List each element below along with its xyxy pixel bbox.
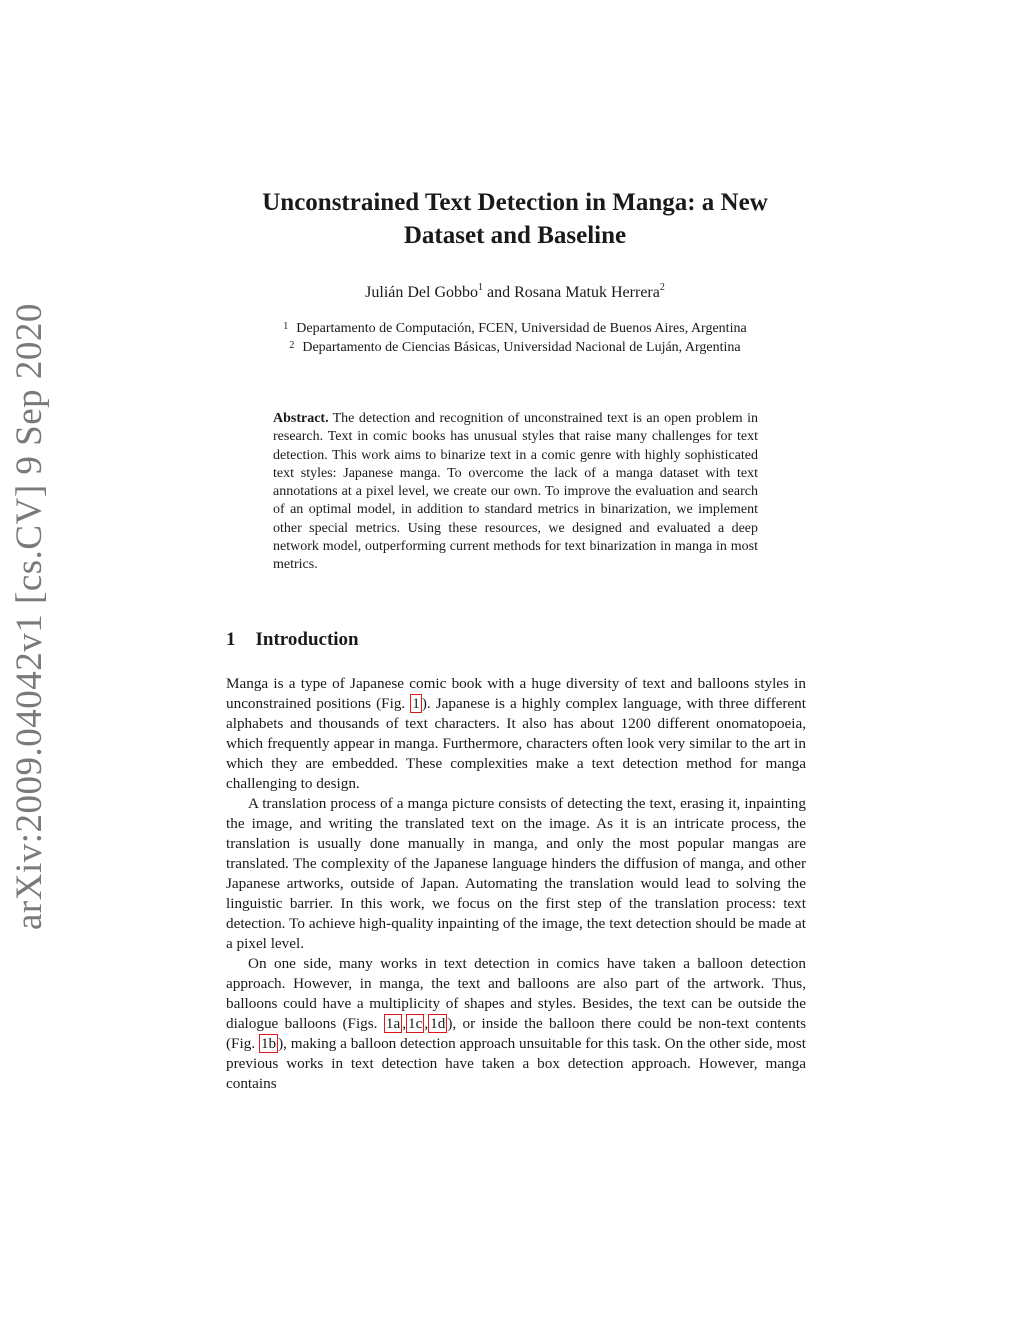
affiliation-2-number: 2 bbox=[289, 340, 295, 351]
paper-title bbox=[200, 186, 830, 252]
title-line-1: Unconstrained Text Detection in Manga: a New bbox=[262, 189, 768, 216]
arxiv-identifier-stamp: arXiv:2009.04042v1 [cs.CV] 9 Sep 2020 bbox=[9, 303, 50, 930]
figure-ref-1a[interactable]: 1a bbox=[385, 1015, 401, 1032]
paragraph-2: A translation process of a manga picture consists of detecting the text, erasing it, inpainting the image, and writing the translated text on the image. As it is an intricate process, the translation is usually done manually in manga, and only the most popular mangas are translated. The complexity of the Japanese language hinders the diffusion of manga, and other Japanese artworks, outside of Japan. Automating the translation would lead to solving the linguistic barrier. In this work, we focus on the first step of the translation process: text detection. To achieve high-quality inpainting of the image, the text detection should be made at a pixel level. bbox=[226, 795, 806, 952]
author-2: Rosana Matuk Herrera bbox=[514, 284, 660, 301]
affiliation-2-text: Departamento de Ciencias Básicas, Universidad Nacional de Luján, Argentina bbox=[302, 340, 741, 355]
figure-ref-1c[interactable]: 1c bbox=[407, 1015, 423, 1032]
author-1: Julián Del Gobbo bbox=[365, 284, 479, 301]
affiliations bbox=[200, 319, 830, 357]
paragraph-3 bbox=[226, 954, 806, 1094]
affiliation-1 bbox=[200, 319, 830, 338]
abstract-label: Abstract. bbox=[273, 411, 329, 426]
affiliation-1-number: 1 bbox=[283, 321, 289, 332]
author-2-affiliation-mark: 2 bbox=[659, 282, 665, 293]
paragraph-3-text-b: ), or inside the balloon there could be non-text contents (Fig. bbox=[226, 1015, 806, 1052]
paragraph-1-text-b: ). Japanese is a highly complex language, with three different alphabets and thousands of text characters. It also has about 1200 different onomatopoeia, which frequently appear in manga. Furthermore, characters often look very similar to the art in which they are embedded. These complexities make a text detection method for manga challenging to design. bbox=[226, 695, 806, 792]
figure-ref-1b[interactable]: 1b bbox=[260, 1035, 277, 1052]
introduction-body bbox=[226, 674, 806, 1094]
section-heading-introduction bbox=[226, 629, 359, 651]
section-title: Introduction bbox=[255, 629, 359, 650]
title-line-2: Dataset and Baseline bbox=[403, 222, 627, 249]
affiliation-1-text: Departamento de Computación, FCEN, Universidad de Buenos Aires, Argentina bbox=[296, 321, 747, 336]
author-conjunction: and bbox=[483, 284, 515, 301]
section-number: 1 bbox=[226, 629, 236, 650]
author-1-affiliation-mark: 1 bbox=[478, 282, 484, 293]
author-list bbox=[200, 284, 830, 302]
paragraph-3-text-c: ), making a balloon detection approach unsuitable for this task. On the other side, most previous works in text detection have taken a box detection approach. However, manga contains bbox=[226, 1035, 806, 1092]
affiliation-2 bbox=[200, 338, 830, 357]
abstract-text: The detection and recognition of unconstrained text is an open problem in research. Text in comic books has unusual styles that raise many challenges for text detection. This work aims to binarize text in a comic genre with highly sophisticated text styles: Japanese manga. To overcome the lack of a manga dataset with text annotations at a pixel level, we create our own. To improve the evaluation and search of an optimal model, in addition to standard metrics in binarization, we implement other special metrics. Using these resources, we designed and evaluated a deep network model, outperforming current methods for text binarization in manga in most metrics. bbox=[273, 411, 758, 573]
ref-separator-1: , bbox=[402, 1015, 406, 1032]
paragraph-3-text-a: On one side, many works in text detection in comics have taken a balloon detection approach. However, in manga, the text and balloons are also part of the artwork. Thus, balloons could have a multiplicity of shapes and styles. Besides, the text can be outside the dialogue balloons (Figs. bbox=[226, 955, 806, 1032]
paragraph-1 bbox=[226, 674, 806, 794]
figure-ref-1d[interactable]: 1d bbox=[430, 1015, 446, 1032]
ref-separator-2: , bbox=[424, 1015, 429, 1032]
figure-ref-1[interactable]: 1 bbox=[412, 695, 420, 712]
paragraph-1-text-a: Manga is a type of Japanese comic book with a huge diversity of text and balloons styles in unconstrained positions (Fig. bbox=[226, 675, 806, 712]
abstract bbox=[273, 410, 758, 575]
